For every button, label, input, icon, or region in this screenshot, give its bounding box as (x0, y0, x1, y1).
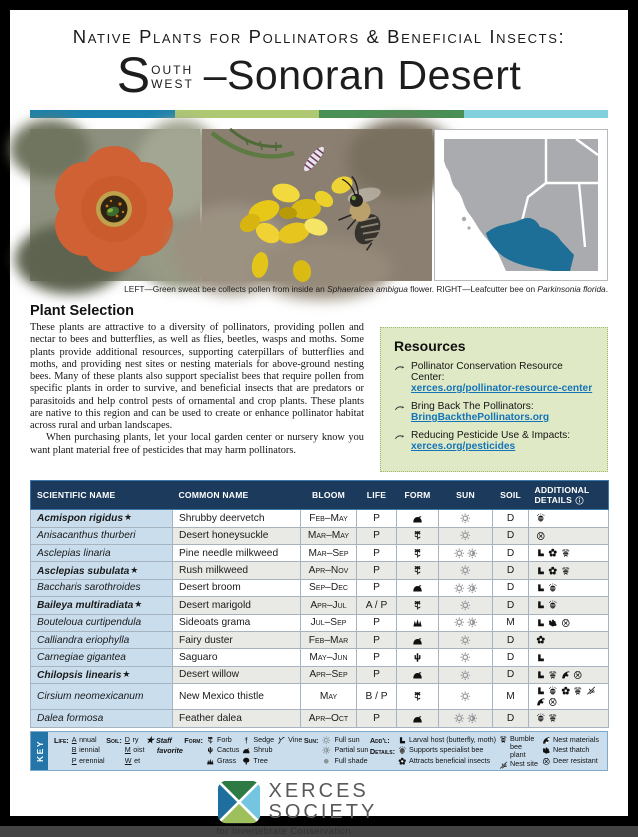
beneficial-insects-icon (548, 566, 558, 576)
table-row (31, 545, 609, 562)
deer-resistant-icon (573, 670, 583, 680)
table-row (31, 684, 609, 710)
table-row (31, 562, 609, 579)
beneficial-insects-icon (561, 686, 571, 696)
column-header: SCIENTIFIC NAME (31, 481, 173, 510)
info-icon (575, 496, 584, 505)
cell-bloom: Feb–Mar (301, 631, 357, 648)
full-sun-icon (454, 713, 465, 724)
cell-bloom: Mar–May (301, 527, 357, 544)
cell-sun (439, 649, 493, 666)
plant-selection-paragraph-2: When purchasing plants, let your local garden center or nursery know you want plant material free of pesticides that may harm pollinators. (30, 432, 364, 456)
cell-life: B / P (357, 684, 397, 710)
cell-scientific-name: Bouteloua curtipendula (31, 614, 173, 631)
cell-bloom: Apr–Jul (301, 597, 357, 614)
color-bar-segment (464, 110, 609, 118)
cell-common-name: Sideoats grama (173, 614, 301, 631)
region-map-graphic (442, 137, 600, 273)
cell-additional-details (529, 579, 609, 596)
key-group (106, 735, 144, 767)
key-item: Attracts beneficial insects (398, 756, 496, 767)
cell-scientific-name: Chilopsis linearis★ (31, 666, 173, 683)
title-south-initial: S (116, 47, 151, 103)
forb-icon (412, 548, 423, 559)
resource-link[interactable]: BringBackthePollinators.org (411, 412, 550, 423)
resource-link[interactable]: xerces.org/pesticides (411, 441, 516, 452)
color-bar-segment (30, 110, 175, 118)
plant-selection-text (30, 322, 364, 457)
title-outh: OUTH (151, 62, 194, 77)
key-item: Nest materials (542, 735, 599, 746)
key-item: Tree (242, 756, 274, 767)
cell-sun (439, 631, 493, 648)
cell-life: P (357, 579, 397, 596)
larval-host-icon (536, 670, 546, 680)
key-item: D ry (124, 734, 139, 744)
cactus-icon (412, 652, 423, 663)
staff-favorite-star: ★ (122, 668, 131, 679)
cell-scientific-name: Baileya multiradiata★ (31, 597, 173, 614)
cell-additional-details (529, 510, 609, 527)
shrub-icon (412, 669, 423, 680)
forb-icon (412, 565, 423, 576)
key-item: M oist (124, 745, 145, 755)
xerces-logo-mark (217, 780, 261, 824)
cell-bloom: May–Jun (301, 649, 357, 666)
key-group (146, 735, 183, 767)
tree-icon (242, 757, 251, 766)
grass-icon (206, 757, 215, 766)
column-header: LIFE (357, 481, 397, 510)
cell-life: P (357, 631, 397, 648)
partial-sun-icon (467, 583, 478, 594)
cell-soil: D (493, 710, 529, 727)
bumble-bee-icon (561, 548, 571, 558)
cell-sun (439, 666, 493, 683)
cell-life: P (357, 710, 397, 727)
xerces-society-logo (217, 780, 422, 837)
cell-soil: D (493, 666, 529, 683)
shrub-icon (242, 746, 251, 755)
cell-additional-details (529, 545, 609, 562)
cell-sun (439, 527, 493, 544)
cell-additional-details (529, 527, 609, 544)
cell-sun (439, 684, 493, 710)
full-shade-icon (322, 757, 331, 766)
full-sun-icon (454, 548, 465, 559)
table-row (31, 527, 609, 544)
forb-icon (412, 691, 423, 702)
cell-sun (439, 545, 493, 562)
key-item: Deer resistant (542, 756, 599, 767)
cell-soil: D (493, 597, 529, 614)
key-item: A nnual (71, 734, 97, 744)
resources-box (380, 327, 608, 472)
cell-additional-details (529, 597, 609, 614)
table-row (31, 631, 609, 648)
photo-paloverde-leafcutter-bee (202, 129, 432, 281)
cell-form (397, 579, 439, 596)
larval-host-icon (398, 736, 407, 745)
cell-scientific-name: Asclepias linaria (31, 545, 173, 562)
table-row (31, 597, 609, 614)
cell-common-name: Desert willow (173, 666, 301, 683)
table-row (31, 666, 609, 683)
cell-common-name: Feather dalea (173, 710, 301, 727)
key-item: Nest site (499, 759, 539, 770)
cell-bloom: May (301, 684, 357, 710)
cell-common-name: Saguaro (173, 649, 301, 666)
column-header: SUN (439, 481, 493, 510)
cell-sun (439, 614, 493, 631)
larval-host-icon (536, 686, 546, 696)
table-row (31, 579, 609, 596)
cell-bloom: Apr–Nov (301, 562, 357, 579)
specialist-bee-icon (548, 686, 558, 696)
beneficial-insects-icon (536, 635, 546, 645)
cell-life: A / P (357, 597, 397, 614)
cell-bloom: Apr–Oct (301, 710, 357, 727)
full-sun-icon (454, 617, 465, 628)
forb-icon (412, 600, 423, 611)
logo-name-society: SOCIETY (268, 800, 378, 823)
larval-host-icon (536, 566, 546, 576)
full-sun-icon (460, 565, 471, 576)
cell-additional-details (529, 562, 609, 579)
photo-strip (30, 129, 608, 281)
photo-caption: LEFT—Green sweat bee collects pollen from inside an Sphaeralcea ambigua flower. RIGHT—Leafcutter bee on Parkinsonia florida. (124, 284, 608, 294)
key-item: B iennial (71, 745, 100, 755)
key-item: Larval host (butterfly, moth) (398, 735, 496, 746)
resources-heading: Resources (394, 338, 466, 354)
full-sun-icon (460, 652, 471, 663)
title-south-west-stack (151, 63, 194, 92)
table-row (31, 710, 609, 727)
staff-favorite-star: ★ (134, 599, 143, 610)
key-item: Grass (206, 756, 239, 767)
key-item: Cactus (206, 745, 239, 756)
bumble-bee-icon (561, 566, 571, 576)
full-sun-icon (454, 583, 465, 594)
column-header: BLOOM (301, 481, 357, 510)
deer-resistant-icon (536, 531, 546, 541)
cell-additional-details (529, 666, 609, 683)
deer-resistant-icon (561, 618, 571, 628)
larval-host-icon (536, 618, 546, 628)
shrub-icon (412, 582, 423, 593)
cell-common-name: Desert broom (173, 579, 301, 596)
column-header: ADDITIONAL DETAILS (529, 481, 609, 510)
cell-form (397, 597, 439, 614)
resource-label: Pollinator Conservation Resource Center: (411, 361, 563, 383)
link-arrow-icon (394, 431, 406, 443)
link-arrow-icon (394, 362, 406, 374)
color-bar (30, 110, 608, 118)
cell-common-name: Rush milkweed (173, 562, 301, 579)
resource-item (394, 361, 594, 394)
full-sun-icon (460, 530, 471, 541)
key-item: Forb (206, 735, 239, 746)
cell-sun (439, 562, 493, 579)
sonoran-region-map (434, 129, 608, 281)
key-item: W et (124, 756, 141, 766)
cell-form (397, 614, 439, 631)
key-group (54, 735, 105, 767)
table-row (31, 510, 609, 527)
bumble-bee-icon (548, 713, 558, 723)
cell-life: P (357, 614, 397, 631)
cell-soil: D (493, 527, 529, 544)
cell-life: P (357, 527, 397, 544)
sedge-icon (242, 736, 251, 745)
key-legend (30, 731, 608, 771)
column-header: COMMON NAME (173, 481, 301, 510)
key-item: Shrub (242, 745, 274, 756)
cell-additional-details (529, 684, 609, 710)
column-header: FORM (397, 481, 439, 510)
cell-life: P (357, 510, 397, 527)
cell-soil: D (493, 579, 529, 596)
key-item: Nest thatch (542, 745, 599, 756)
nest-site-icon (499, 761, 508, 770)
forb-icon (206, 736, 215, 745)
cell-form (397, 684, 439, 710)
cell-additional-details (529, 710, 609, 727)
cell-soil: D (493, 510, 529, 527)
larval-host-icon (536, 548, 546, 558)
cell-bloom: Jul–Sep (301, 614, 357, 631)
cell-form (397, 649, 439, 666)
nest-thatch-icon (542, 746, 551, 755)
key-group (304, 735, 369, 767)
column-header: SOIL (493, 481, 529, 510)
cell-additional-details (529, 614, 609, 631)
logo-name-xerces: XERCES (268, 779, 369, 802)
cell-form (397, 527, 439, 544)
key-group-label: Add'l: Details: (369, 735, 396, 756)
plant-table (30, 480, 609, 728)
key-item: Full shade (321, 756, 368, 767)
full-sun-icon (460, 670, 471, 681)
deer-resistant-icon (548, 697, 558, 707)
key-item: Sedge (242, 735, 274, 746)
cell-scientific-name: Carnegiae gigantea (31, 649, 173, 666)
cell-form (397, 510, 439, 527)
shrub-icon (412, 713, 423, 724)
cell-soil: D (493, 562, 529, 579)
key-item: Supports specialist bee (398, 745, 496, 756)
partial-sun-icon (467, 713, 478, 724)
cell-scientific-name: Asclepias subulata★ (31, 562, 173, 579)
cell-additional-details (529, 631, 609, 648)
key-group-label: Sun: (303, 735, 319, 745)
full-sun-icon (460, 600, 471, 611)
cell-life: P (357, 649, 397, 666)
cell-additional-details (529, 649, 609, 666)
cell-scientific-name: Cirsium neomexicanum (31, 684, 173, 710)
key-body (48, 732, 607, 770)
deer-resistant-icon (542, 757, 551, 766)
cell-scientific-name: Acmispon rigidus★ (31, 510, 173, 527)
resource-item (394, 430, 594, 452)
specialist-bee-icon (536, 513, 546, 523)
specialist-bee-icon (398, 746, 407, 755)
table-header-row (31, 481, 609, 510)
document-sheet (10, 10, 628, 837)
key-group-label: Form: (184, 735, 203, 745)
key-item: Full sun (321, 735, 368, 746)
shrub-icon (412, 513, 423, 524)
key-item: Partial sun (321, 745, 368, 756)
cactus-icon (206, 746, 215, 755)
nest-materials-icon (542, 736, 551, 745)
key-tab (31, 732, 48, 770)
specialist-bee-icon (548, 583, 558, 593)
cell-common-name: Shrubby deervetch (173, 510, 301, 527)
partial-sun-icon (467, 617, 478, 628)
key-group (370, 735, 599, 767)
partial-sun-icon (322, 746, 331, 755)
cell-life: P (357, 666, 397, 683)
key-item: Bumble bee plant (499, 735, 539, 760)
cell-form (397, 545, 439, 562)
larval-host-icon (536, 653, 546, 663)
title-west: WEST (151, 77, 194, 91)
cell-common-name: New Mexico thistle (173, 684, 301, 710)
document-title-line2 (10, 47, 628, 103)
key-group (184, 735, 302, 767)
color-bar-segment (319, 110, 464, 118)
cell-common-name: Desert marigold (173, 597, 301, 614)
cell-scientific-name: Dalea formosa (31, 710, 173, 727)
cell-bloom: Mar–Sep (301, 545, 357, 562)
cell-life: P (357, 545, 397, 562)
resource-item (394, 401, 594, 423)
cell-bloom: Feb–May (301, 510, 357, 527)
masthead (10, 26, 628, 103)
full-sun-icon (460, 691, 471, 702)
nest-thatch-icon (548, 618, 558, 628)
larval-host-icon (536, 583, 546, 593)
shrub-icon (412, 635, 423, 646)
full-sun-icon (460, 513, 471, 524)
key-tab-label: KEY (34, 739, 45, 762)
bumble-bee-icon (499, 735, 508, 744)
resources-list (394, 361, 594, 452)
staff-favorite-star: ★ (124, 512, 133, 523)
resource-label: Bring Back The Pollinators: (411, 401, 534, 412)
cell-soil: D (493, 545, 529, 562)
cell-soil: D (493, 649, 529, 666)
cell-scientific-name: Baccharis sarothroides (31, 579, 173, 596)
plant-selection-heading: Plant Selection (30, 303, 134, 319)
bumble-bee-icon (548, 670, 558, 680)
full-sun-icon (322, 736, 331, 745)
title-region: –Sonoran Desert (203, 51, 522, 98)
cell-soil: M (493, 684, 529, 710)
cell-sun (439, 579, 493, 596)
cell-form (397, 562, 439, 579)
cell-form (397, 666, 439, 683)
resource-link[interactable]: xerces.org/pollinator-resource-center (411, 383, 593, 394)
cell-sun (439, 597, 493, 614)
cell-form (397, 710, 439, 727)
larval-host-icon (536, 600, 546, 610)
key-group-label: Soil: (106, 735, 122, 745)
beneficial-insects-icon (548, 548, 558, 558)
specialist-bee-icon (536, 713, 546, 723)
beneficial-insects-icon (398, 757, 407, 766)
full-sun-icon (460, 635, 471, 646)
cell-common-name: Pine needle milkweed (173, 545, 301, 562)
resource-label: Reducing Pesticide Use & Impacts: (411, 430, 571, 441)
document-title-line1: Native Plants for Pollinators & Beneficial Insects: (72, 26, 566, 47)
staff-favorite-star: ★ (130, 564, 139, 575)
paloverde-photo-graphic (202, 129, 432, 281)
cell-bloom: Sep–Dec (301, 579, 357, 596)
cell-common-name: Desert honeysuckle (173, 527, 301, 544)
content-columns (30, 322, 608, 472)
partial-sun-icon (467, 548, 478, 559)
color-bar-segment (175, 110, 320, 118)
link-arrow-icon (394, 402, 406, 414)
staff-favorite-star: ★ (145, 734, 154, 745)
logo-tagline: for Invertebrate Conservation (216, 825, 352, 837)
cell-sun (439, 710, 493, 727)
nest-materials-icon (536, 697, 546, 707)
cell-soil: M (493, 614, 529, 631)
cell-bloom: Apr–Sep (301, 666, 357, 683)
vine-icon (277, 736, 286, 745)
cell-sun (439, 510, 493, 527)
cell-soil: D (493, 631, 529, 648)
key-group-label: Life: (54, 735, 69, 745)
cell-life: P (357, 562, 397, 579)
forb-icon (412, 530, 423, 541)
plant-selection-paragraph-1: These plants are attractive to a diversity of pollinators, providing pollen and nectar to bees and butterflies, as well as flies, beetles, wasps and moths. Some plants provide additional resources, supporting caterpillars of butterflies and moths, and providing nest sites or nesting materials for above-ground nesting bees. Many of these plants also support specialist bees that require pollen from specific plants in order to survive, and beneficial insects that are predators or parasitoids and help control pests of ornamental and crop plants. These plants are native to this region and can be used to create or enhance pollinator habitat across rural and urban landscapes. (30, 322, 364, 432)
key-staff-favorite: ★ Staff favorite (145, 734, 183, 756)
cell-form (397, 631, 439, 648)
grass-icon (412, 617, 423, 628)
table-row (31, 614, 609, 631)
nest-site-icon (586, 686, 596, 696)
nest-materials-icon (561, 670, 571, 680)
cell-scientific-name: Calliandra eriophylla (31, 631, 173, 648)
key-item: Vine (277, 735, 302, 746)
key-item: P erennial (71, 756, 105, 766)
bumble-bee-icon (573, 686, 583, 696)
specialist-bee-icon (548, 600, 558, 610)
cell-common-name: Fairy duster (173, 631, 301, 648)
table-row (31, 649, 609, 666)
cell-scientific-name: Anisacanthus thurberi (31, 527, 173, 544)
